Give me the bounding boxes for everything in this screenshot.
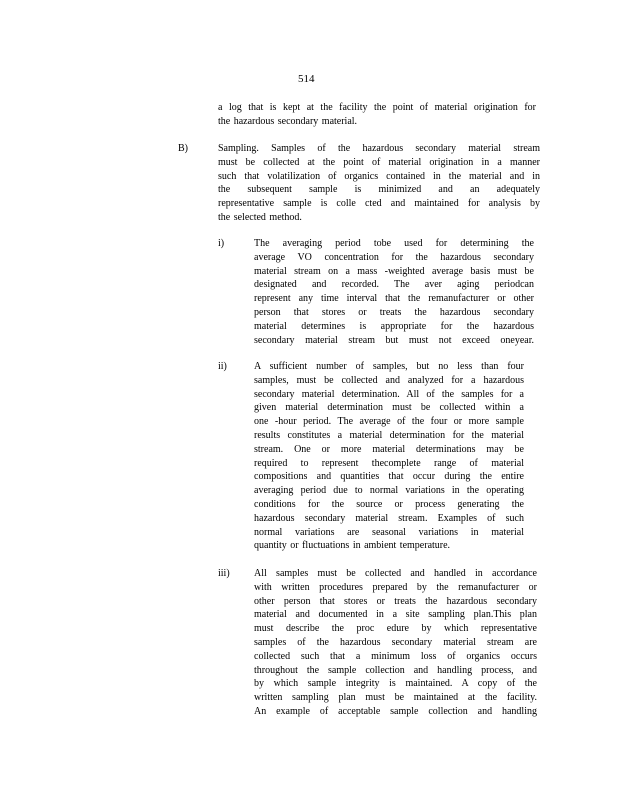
text-line: averaging period due to normal variations in the operating [254,485,524,497]
text-line: such that volatilization of organics contained in the material and in [218,170,540,182]
text-line: written sampling plan must be maintained at the facility. [254,692,537,704]
text-line: conditions for the source or process generating the [254,498,524,510]
text-line: designated and recorded. The aver aging periodcan [254,279,534,291]
text-line: with written procedures prepared by the remanufacturer or [254,581,537,593]
text-line: represent any time interval that the remanufacturer or other [254,293,534,305]
text-line: other person that stores or treats the hazardous secondary [254,595,537,607]
text-line: material stream on a mass -weighted average basis must be [254,265,534,277]
text-line: samples of the hazardous secondary material stream are [254,636,537,648]
item-iii-paragraph [254,567,537,719]
text-line: quantity or fluctuations in ambient temperature. [254,540,451,552]
text-line: An example of acceptable sample collection and handling [254,705,537,717]
text-line: The averaging period tobe used for determining the [254,238,534,249]
text-line: secondary material stream but must not exceed oneyear. [254,334,534,346]
text-line: collected such that a minimum loss of organics occurs [254,650,537,662]
text-line: secondary material determination. All of the samples for a [254,388,524,400]
text-line: must describe the proc edure by which representative [254,623,537,635]
text-line: by which sample integrity is maintained. A copy of the [254,678,537,690]
text-line: Sampling. Samples of the hazardous secondary material stream [218,143,540,154]
text-line: A sufficient number of samples, but no less than four [254,361,524,372]
item-ii-paragraph [254,360,524,553]
text-line: normal variations are seasonal variations in material [254,526,524,538]
text-line: given material determination must be collected within a [254,402,524,414]
text-line: the selected method. [218,211,302,223]
text-line: the hazardous secondary material. [218,115,358,127]
text-line: results constitutes a material determination for the material [254,429,524,441]
text-line: the subsequent sample is minimized and an adequately [218,184,540,196]
section-marker: B) [178,143,188,154]
page-number: 514 [298,73,315,85]
text-line: average VO concentration for the hazardous secondary [254,251,534,263]
section-b-paragraph [218,142,540,225]
intro-paragraph [218,101,536,129]
text-line: throughout the sample collection and handling process, and [254,664,537,676]
text-line: compositions and quantities that occur during the entire [254,471,524,483]
item-marker: iii) [218,568,230,579]
text-line: All samples must be collected and handled in accordance [254,568,537,579]
text-line: hazardous secondary material stream. Examples of such [254,512,524,524]
item-marker: i) [218,238,225,249]
text-line: a log that is kept at the facility the point of material origination for [218,102,536,113]
text-line: material and documented in a site sampling plan.This plan [254,609,537,621]
text-line: one -hour period. The average of the four or more sample [254,416,524,428]
item-i-paragraph [254,237,534,347]
text-line: samples, must be collected and analyzed for a hazardous [254,374,524,386]
text-line: stream. One or more material determinations may be [254,443,524,455]
text-line: representative sample is colle cted and maintained for analysis by [218,198,540,210]
item-marker: ii) [218,361,227,372]
text-line: person that stores or treats the hazardous secondary [254,306,534,318]
text-line: must be collected at the point of material origination in a manner [218,156,540,168]
text-line: required to represent thecomplete range of material [254,457,524,469]
text-line: material determines is appropriate for the hazardous [254,320,534,332]
